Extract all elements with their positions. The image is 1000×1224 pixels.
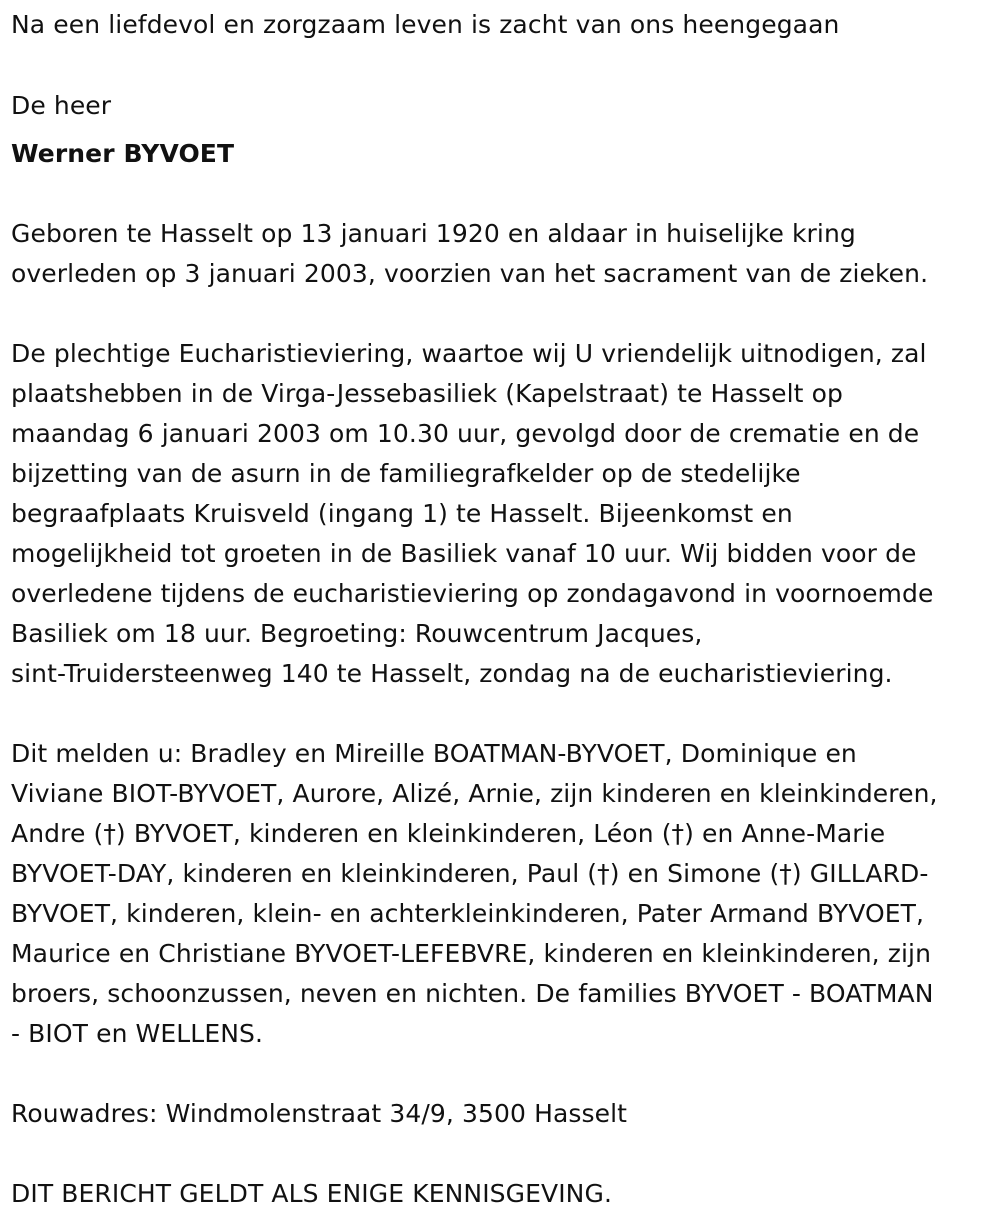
ceremony-line-4: bijzetting van de asurn in de familiegrafkelder op de stedelijke: [11, 459, 801, 488]
family-line-5: BYVOET, kinderen, klein- en achterkleinkinderen, Pater Armand BYVOET,: [11, 899, 925, 928]
ceremony-line-8: Basiliek om 18 uur. Begroeting: Rouwcentrum Jacques,: [11, 619, 703, 648]
family-line-8: - BIOT en WELLENS.: [11, 1019, 264, 1048]
family-line-6: Maurice en Christiane BYVOET-LEFEBVRE, kinderen en kleinkinderen, zijn: [11, 939, 932, 968]
intro-text: Na een liefdevol en zorgzaam leven is zacht van ons heengegaan: [11, 10, 840, 39]
salutation: De heer: [11, 91, 112, 120]
ceremony-line-9: sint-Truidersteenweg 140 te Hasselt, zondag na de eucharistieviering.: [11, 659, 893, 688]
deceased-name: Werner BYVOET: [11, 139, 235, 168]
ceremony-line-6: mogelijkheid tot groeten in de Basiliek vanaf 10 uur. Wij bidden voor de: [11, 539, 917, 568]
ceremony-line-2: plaatshebben in de Virga-Jessebasiliek (Kapelstraat) te Hasselt op: [11, 379, 843, 408]
family-line-4: BYVOET-DAY, kinderen en kleinkinderen, Paul (†) en Simone (†) GILLARD-: [11, 859, 929, 888]
birth-line-1: Geboren te Hasselt op 13 januari 1920 en aldaar in huiselijke kring: [11, 219, 856, 248]
ceremony-line-3: maandag 6 januari 2003 om 10.30 uur, gevolgd door de crematie en de: [11, 419, 920, 448]
closing-statement: DIT BERICHT GELDT ALS ENIGE KENNISGEVING.: [11, 1179, 612, 1208]
ceremony-line-7: overledene tijdens de eucharistieviering op zondagavond in voornoemde: [11, 579, 934, 608]
ceremony-line-1: De plechtige Eucharistieviering, waartoe wij U vriendelijk uitnodigen, zal: [11, 339, 927, 368]
ceremony-line-5: begraafplaats Kruisveld (ingang 1) te Hasselt. Bijeenkomst en: [11, 499, 793, 528]
family-line-1: Dit melden u: Bradley en Mireille BOATMAN-BYVOET, Dominique en: [11, 739, 857, 768]
mourning-address: Rouwadres: Windmolenstraat 34/9, 3500 Hasselt: [11, 1099, 628, 1128]
birth-line-2: overleden op 3 januari 2003, voorzien van het sacrament van de zieken.: [11, 259, 929, 288]
family-line-3: Andre (†) BYVOET, kinderen en kleinkinderen, Léon (†) en Anne-Marie: [11, 819, 886, 848]
family-line-7: broers, schoonzussen, neven en nichten. De families BYVOET - BOATMAN: [11, 979, 934, 1008]
family-line-2: Viviane BIOT-BYVOET, Aurore, Alizé, Arnie, zijn kinderen en kleinkinderen,: [11, 779, 938, 808]
